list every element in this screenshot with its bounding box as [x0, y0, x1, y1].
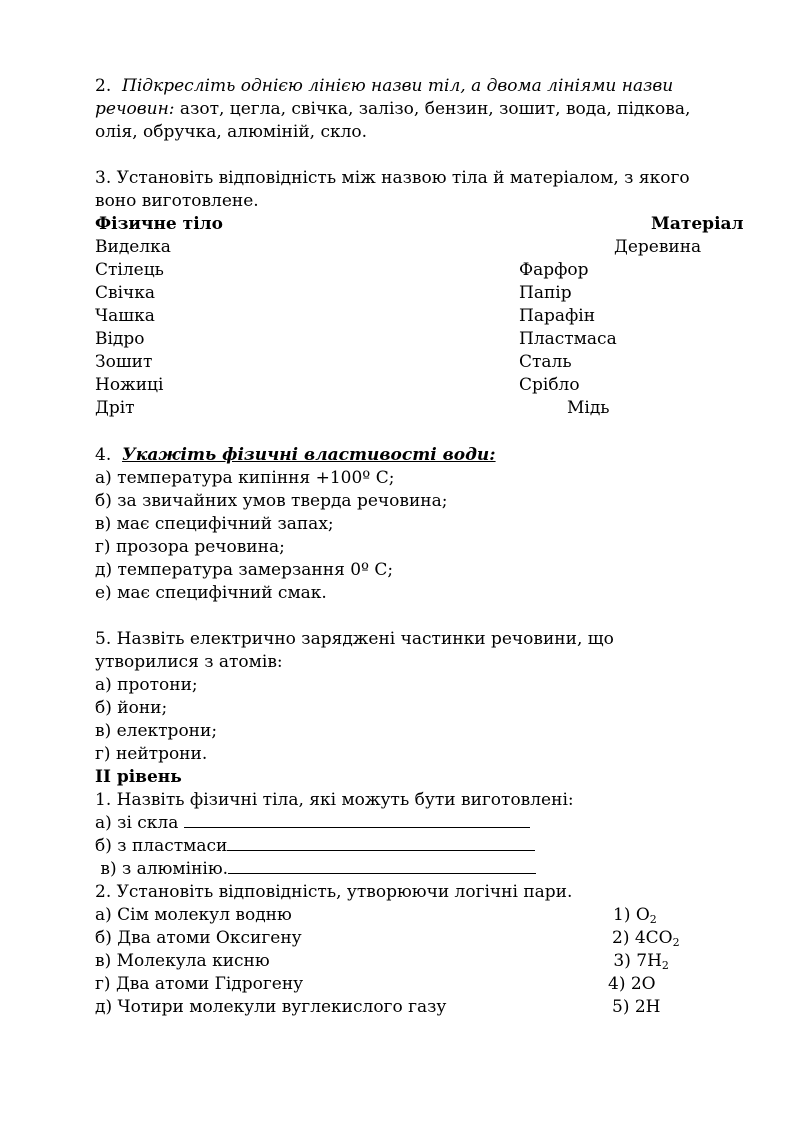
- pair-right-text: 4) 2O: [608, 974, 656, 994]
- q4-prompt: Укажіть фізичні властивості води:: [122, 445, 496, 465]
- q3-material-item: Парафін: [519, 306, 596, 326]
- pair-right-text: 1) O: [613, 905, 650, 925]
- q5-line-1: 5. Назвіть електрично заряджені частинки речовини, що: [95, 629, 614, 649]
- pair-left-item: а) Сім молекул водню: [95, 905, 292, 925]
- level2-q1-a-label: а) зі скла: [95, 813, 179, 833]
- q4-number: 4.: [95, 445, 112, 465]
- pair-right-item: [612, 996, 661, 1019]
- level2-q1-b-row: [95, 835, 535, 858]
- q3-material-item: Пластмаса: [519, 329, 617, 349]
- level2-q2-prompt: 2. Установіть відповідність, утворюючи логічні пари.: [95, 882, 573, 902]
- pair-right-text: 2) 4CO: [612, 928, 673, 948]
- q5-line-2: утворилися з атомів:: [95, 652, 283, 672]
- pair-left-item: в) Молекула кисню: [95, 951, 270, 971]
- q3-material-item: Папір: [519, 283, 572, 303]
- level2-q1-a-row: [95, 812, 530, 835]
- q2-prompt-line-1: Підкресліть однією лінією назви тіл, а двома лініями назви: [122, 76, 674, 96]
- q2-items-line-1: азот, цегла, свічка, залізо, бензин, зошит, вода, підкова,: [174, 99, 691, 119]
- pair-left-item: д) Чотири молекули вуглекислого газу: [95, 997, 447, 1017]
- answer-blank-c[interactable]: [228, 859, 536, 874]
- q3-material-item: Срібло: [519, 375, 580, 395]
- q3-body-item: Стілець: [95, 260, 164, 280]
- q4-option: е) має специфічний смак.: [95, 583, 327, 603]
- pair-right-text: 5) 2H: [612, 997, 661, 1017]
- subscript: 2: [661, 959, 669, 972]
- q3-body-item: Свічка: [95, 283, 156, 303]
- pair-right-item: [612, 927, 680, 950]
- q2-number: 2.: [95, 76, 112, 96]
- q5-option: б) йони;: [95, 698, 168, 718]
- q3-body-item: Дріт: [95, 398, 135, 418]
- q4-option: а) температура кипіння +100º С;: [95, 468, 395, 488]
- q2-items-line-2: олія, обручка, алюміній, скло.: [95, 122, 368, 142]
- level2-q1-c-label: в) з алюмінію.: [95, 859, 229, 879]
- pair-right-item: [608, 950, 669, 973]
- answer-blank-b[interactable]: [227, 836, 535, 851]
- answer-blank-a[interactable]: [184, 813, 530, 828]
- pair-right-item: [613, 904, 657, 927]
- q3-body-item: Відро: [95, 329, 145, 349]
- subscript: 2: [672, 936, 680, 949]
- q3-body-item: Ножиці: [95, 375, 164, 395]
- q3-body-item: Виделка: [95, 237, 171, 257]
- q5-option: а) протони;: [95, 675, 198, 695]
- q3-line-2: воно виготовлене.: [95, 191, 259, 211]
- pair-left-item: г) Два атоми Гідрогену: [95, 974, 304, 994]
- q2-line-1: [95, 75, 673, 98]
- q5-option: в) електрони;: [95, 721, 218, 741]
- q3-material-item: Сталь: [519, 352, 572, 372]
- q3-body-item: Чашка: [95, 306, 155, 326]
- q5-option: г) нейтрони.: [95, 744, 208, 764]
- q3-body-item: Зошит: [95, 352, 153, 372]
- q3-line-1: 3. Установіть відповідність між назвою тіла й матеріалом, з якого: [95, 168, 690, 188]
- q4-option: д) температура замерзання 0º С;: [95, 560, 394, 580]
- level2-heading: ІІ рівень: [95, 767, 182, 787]
- pair-right-text: 3) 7H: [608, 951, 662, 971]
- q3-material-item: Фарфор: [519, 260, 589, 280]
- pair-left-item: б) Два атоми Оксигену: [95, 928, 302, 948]
- q2-prompt-line-2: речовин:: [95, 99, 175, 119]
- q4-option: г) прозора речовина;: [95, 537, 285, 557]
- level2-q1-prompt: 1. Назвіть фізичні тіла, які можуть бути виготовлені:: [95, 790, 574, 810]
- subscript: 2: [649, 913, 657, 926]
- level2-q1-b-label: б) з пластмаси: [95, 836, 228, 856]
- q3-material-item: Деревина: [614, 237, 702, 257]
- q2-line-2: [95, 98, 690, 121]
- q4-option: в) має специфічний запах;: [95, 514, 334, 534]
- q4-line: [95, 444, 496, 467]
- pair-right-item: [608, 973, 656, 996]
- q4-option: б) за звичайних умов тверда речовина;: [95, 491, 448, 511]
- level2-q1-c-row: [95, 858, 536, 881]
- q3-material-item: Мідь: [567, 398, 610, 418]
- q3-header-material: Матеріал: [651, 214, 744, 234]
- q3-header-body: Фізичне тіло: [95, 214, 223, 234]
